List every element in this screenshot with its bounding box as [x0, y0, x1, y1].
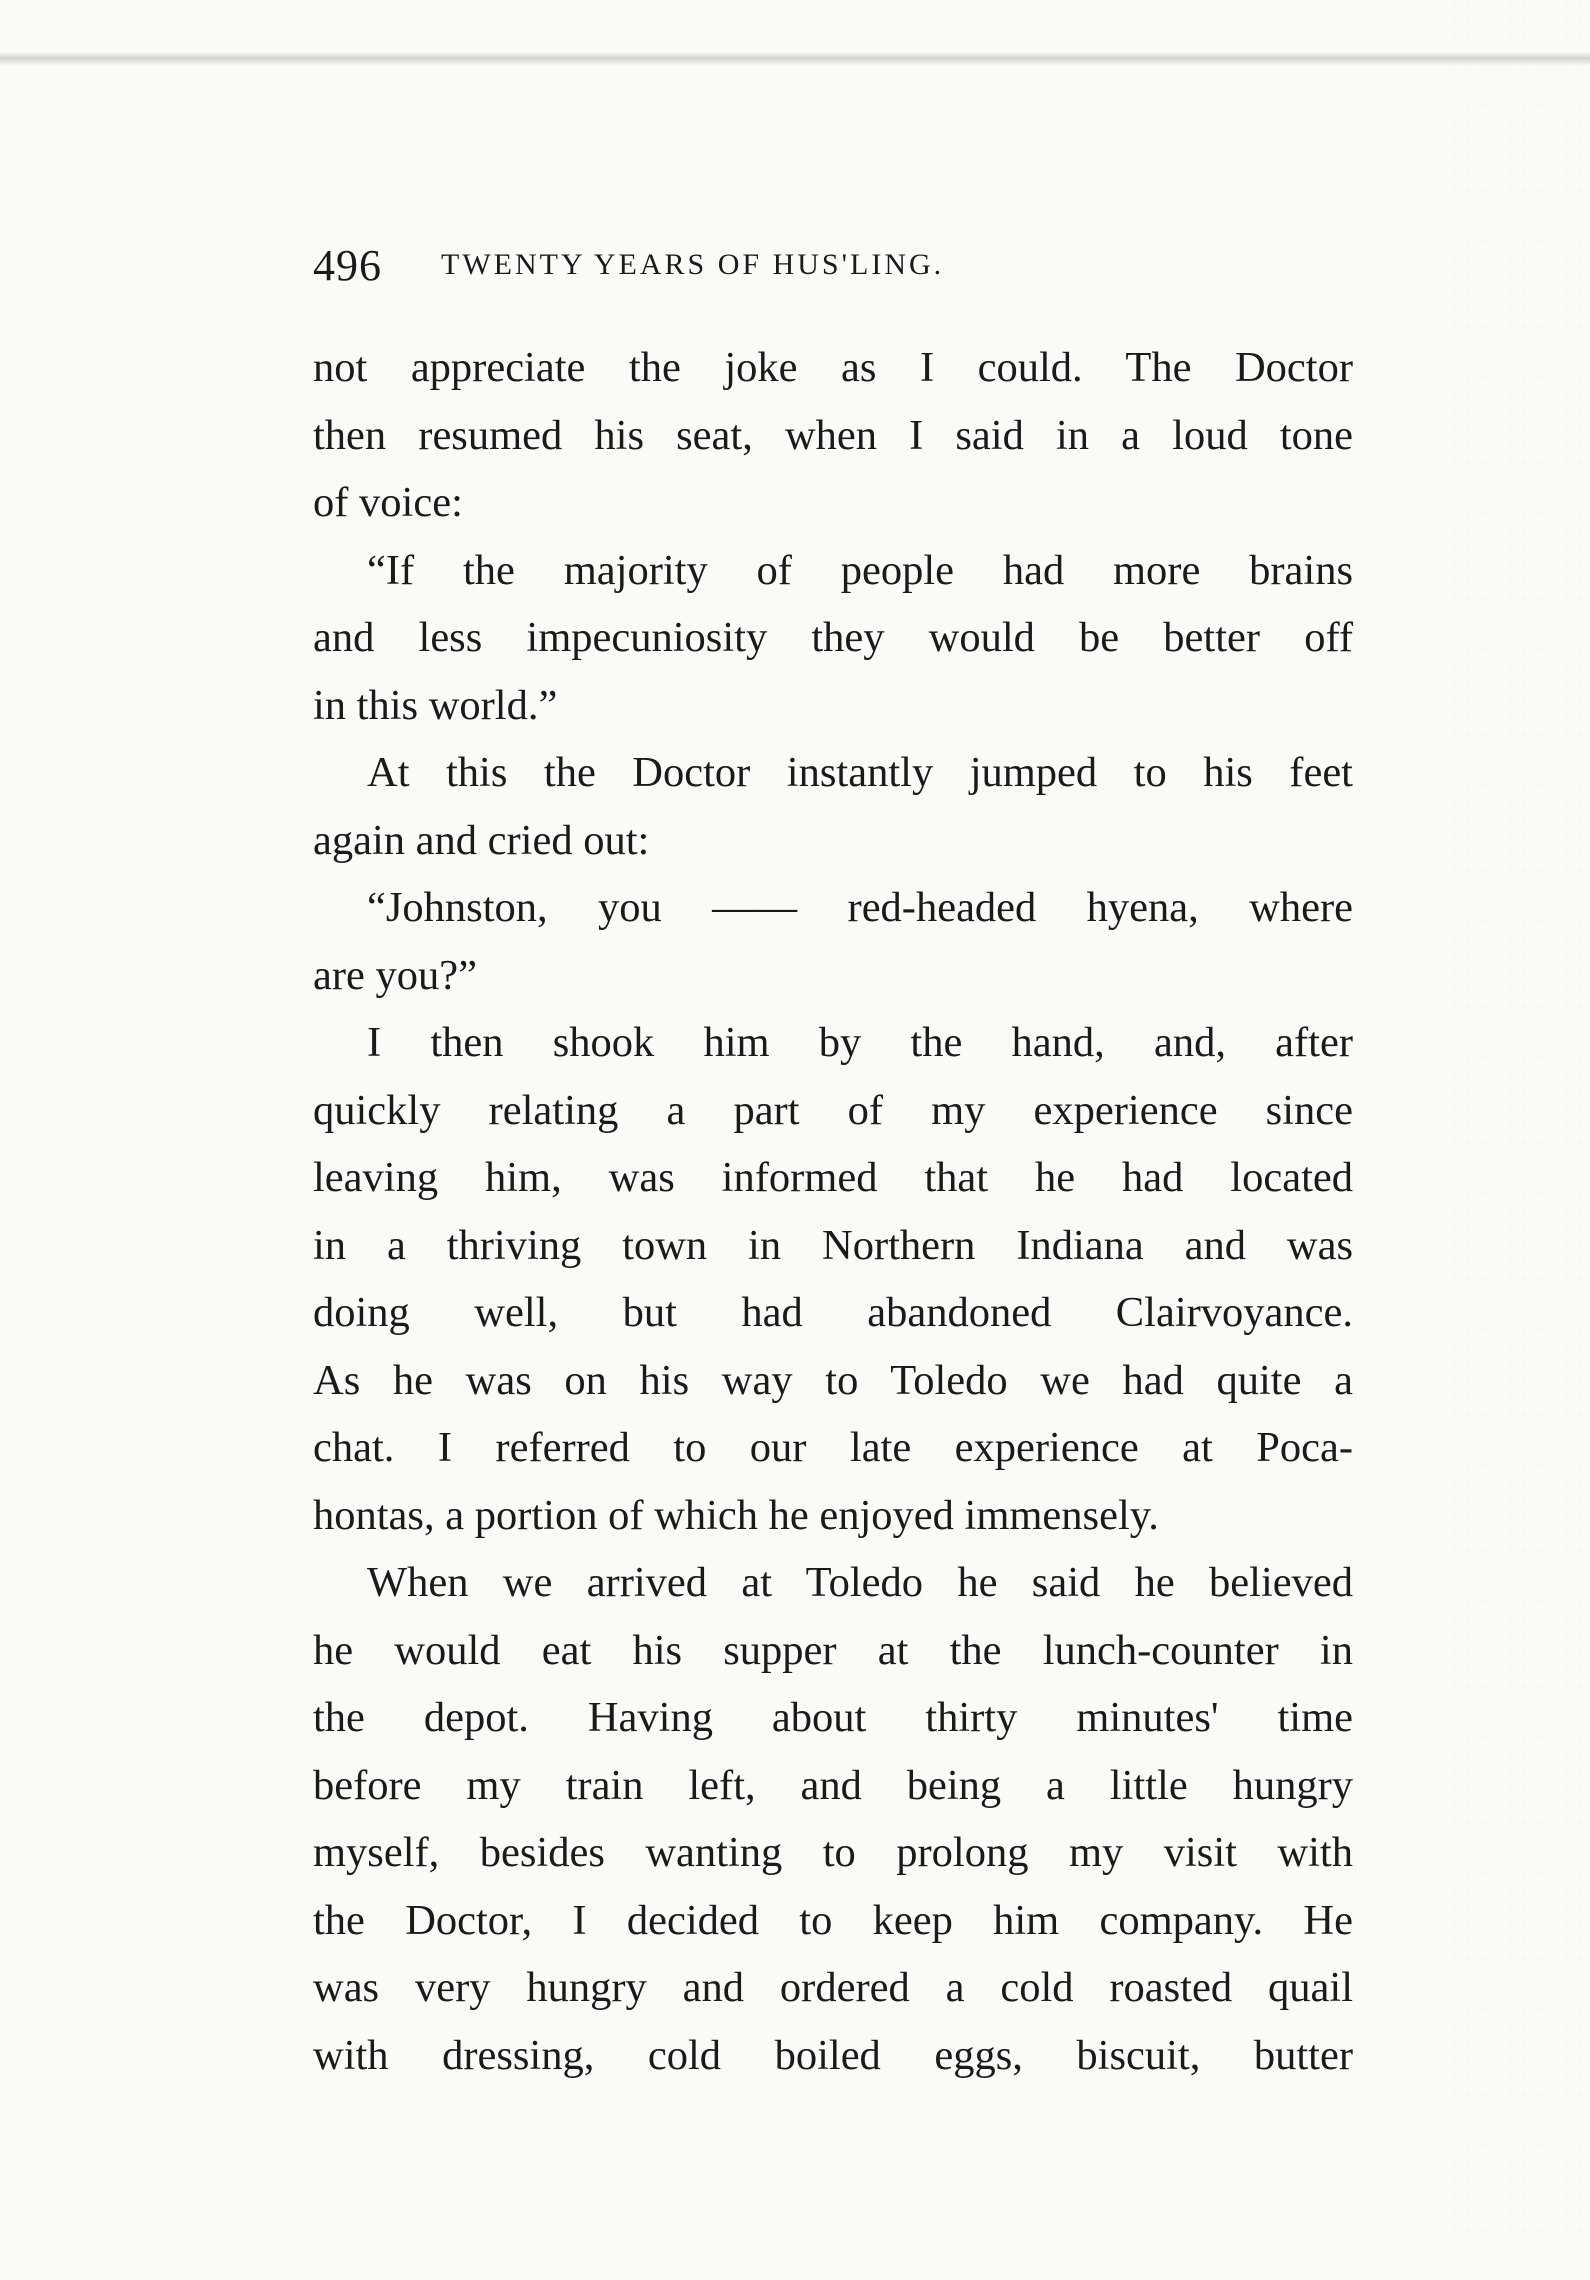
text-line: again and cried out:	[313, 816, 650, 864]
text-line: doing well, but had abandoned Clairvoyance.	[313, 1289, 1353, 1336]
text-line: hontas, a portion of which he enjoyed immensely.	[313, 1491, 1159, 1539]
running-title: TWENTY YEARS OF HUS'LING.	[441, 248, 945, 281]
text-line: chat. I referred to our late experience at Poca-	[313, 1424, 1353, 1471]
text-line: leaving him, was informed that he had located	[313, 1154, 1353, 1201]
paper-texture	[1450, 0, 1590, 2280]
text-line: are you?”	[313, 951, 477, 999]
page-top-edge	[0, 52, 1590, 66]
text-line: When we arrived at Toledo he said he believed	[367, 1559, 1353, 1606]
text-line: in a thriving town in Northern Indiana and was	[313, 1221, 1353, 1269]
text-line: not appreciate the joke as I could. The Doctor	[313, 344, 1353, 391]
text-line: the depot. Having about thirty minutes' time	[313, 1694, 1353, 1741]
text-line: of voice:	[313, 479, 463, 526]
text-line: the Doctor, I decided to keep him company. He	[313, 1896, 1353, 1944]
text-line: myself, besides wanting to prolong my visit with	[313, 1829, 1353, 1876]
text-line: was very hungry and ordered a cold roasted quail	[313, 1964, 1353, 2011]
text-line: then resumed his seat, when I said in a loud tone	[313, 411, 1353, 459]
page-header	[313, 238, 1353, 308]
text-line: in this world.”	[313, 681, 558, 729]
text-line: and less impecuniosity they would be better off	[313, 614, 1353, 661]
text-line: “If the majority of people had more brains	[367, 546, 1353, 594]
text-line: quickly relating a part of my experience since	[313, 1086, 1353, 1134]
page-number: 496	[313, 241, 382, 290]
body-text	[313, 334, 1353, 2089]
text-line: “Johnston, you —— red-headed hyena, where	[367, 884, 1353, 931]
text-line: At this the Doctor instantly jumped to his feet	[367, 749, 1353, 796]
text-line: with dressing, cold boiled eggs, biscuit, butter	[313, 2031, 1353, 2079]
text-line: before my train left, and being a little hungry	[313, 1761, 1353, 1809]
text-line: I then shook him by the hand, and, after	[367, 1019, 1353, 1066]
text-line: he would eat his supper at the lunch-counter in	[313, 1626, 1353, 1674]
text-line: As he was on his way to Toledo we had quite a	[313, 1356, 1353, 1404]
